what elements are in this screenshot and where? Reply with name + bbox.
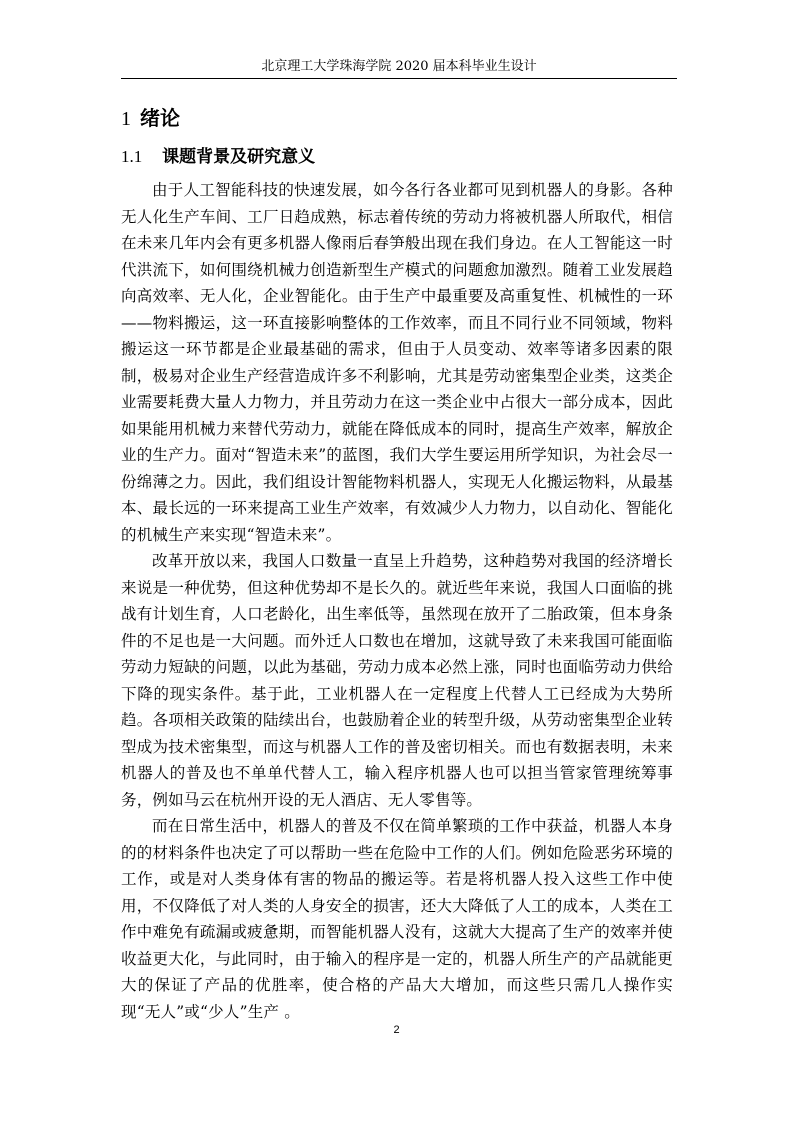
paragraph: 而在日常生活中，机器人的普及不仅在简单繁琐的工作中获益，机器人本身的的材料条件也决定了可以帮助一些在危险中工作的人们。例如危险恶劣环境的工作，或是对人类身体有害的物品的搬运等。若是将机器人投入这些工作中使用，不仅降低了对人类的人身安全的损害，还大大降低了人工的成本，人类在工作中难免有疏漏或疲惫期，而智能机器人没有，这就大大提高了生产的效率并使收益更大化，与此同时，由于输入的程序是一定的，机器人所生产的产品就能更大的保证了产品的优胜率，使合格的产品大大增加，而这些只需几人操作实现“无人”或“少人”生产 。 [121, 817, 673, 1021]
section-number: 1.1 [121, 147, 143, 166]
page-header: 北京理工大学珠海学院 2020 届本科毕业生设计 [121, 58, 677, 79]
paragraph: 改革开放以来，我国人口数量一直呈上升趋势，这种趋势对我国的经济增长来说是一种优势，但这种优势却不是长久的。就近些年来说，我国人口面临的挑战有计划生育，人口老龄化，出生率低等，虽然现在放开了二胎政策，但本身条件的不足也是一大问题。而外迁人口数也在增加，这就导致了未来我国可能面临劳动力短缺的问题，以此为基础，劳动力成本必然上涨，同时也面临劳动力供给下降的现实条件。基于此，工业机器人在一定程度上代替人工已经成为大势所趋。各项相关政策的陆续出台，也鼓励着企业的转型升级，从劳动密集型企业转型成为技术密集型，而这与机器人工作的普及密切相关。而也有数据表明，未来机器人的普及也不单单代替人工，输入程序机器人也可以担当管家管理统筹事务，例如马云在杭州开设的无人酒店、无人零售等。 [121, 552, 673, 809]
chapter-title-text: 绪论 [139, 106, 180, 130]
section-title [121, 144, 315, 170]
chapter-title [121, 104, 180, 133]
chapter-number: 1 [121, 108, 131, 130]
section-title-text: 课题背景及研究意义 [162, 147, 316, 167]
body-text [121, 177, 673, 1025]
paragraph: 由于人工智能科技的快速发展，如今各行各业都可见到机器人的身影。各种无人化生产车间、工厂日趋成熟，标志着传统的劳动力将被机器人所取代，相信在未来几年内会有更多机器人像雨后春笋般出现在我们身边。在人工智能这一时代洪流下，如何围绕机械力创造新型生产模式的问题愈加激烈。随着工业发展趋向高效率、无人化，企业智能化。由于生产中最重要及高重复性、机械性的一环——物料搬运，这一环直接影响整体的工作效率，而且不同行业不同领域，物料搬运这一环节都是企业最基础的需求，但由于人员变动、效率等诸多因素的限制，极易对企业生产经营造成许多不利影响，尤其是劳动密集型企业类，这类企业需要耗费大量人力物力，并且劳动力在这一类企业中占很大一部分成本，因此如果能用机械力来替代劳动力，就能在降低成本的同时，提高生产效率，解放企业的生产力。面对“智造未来”的蓝图，我们大学生要运用所学知识，为社会尽一份绵薄之力。因此，我们组设计智能物料机器人，实现无人化搬运物料，从最基本、最长远的一环来提高工业生产效率，有效减少人力物力，以自动化、智能化的机械生产来实现“智造未来”。 [121, 181, 673, 544]
page-number: 2 [393, 1024, 400, 1036]
